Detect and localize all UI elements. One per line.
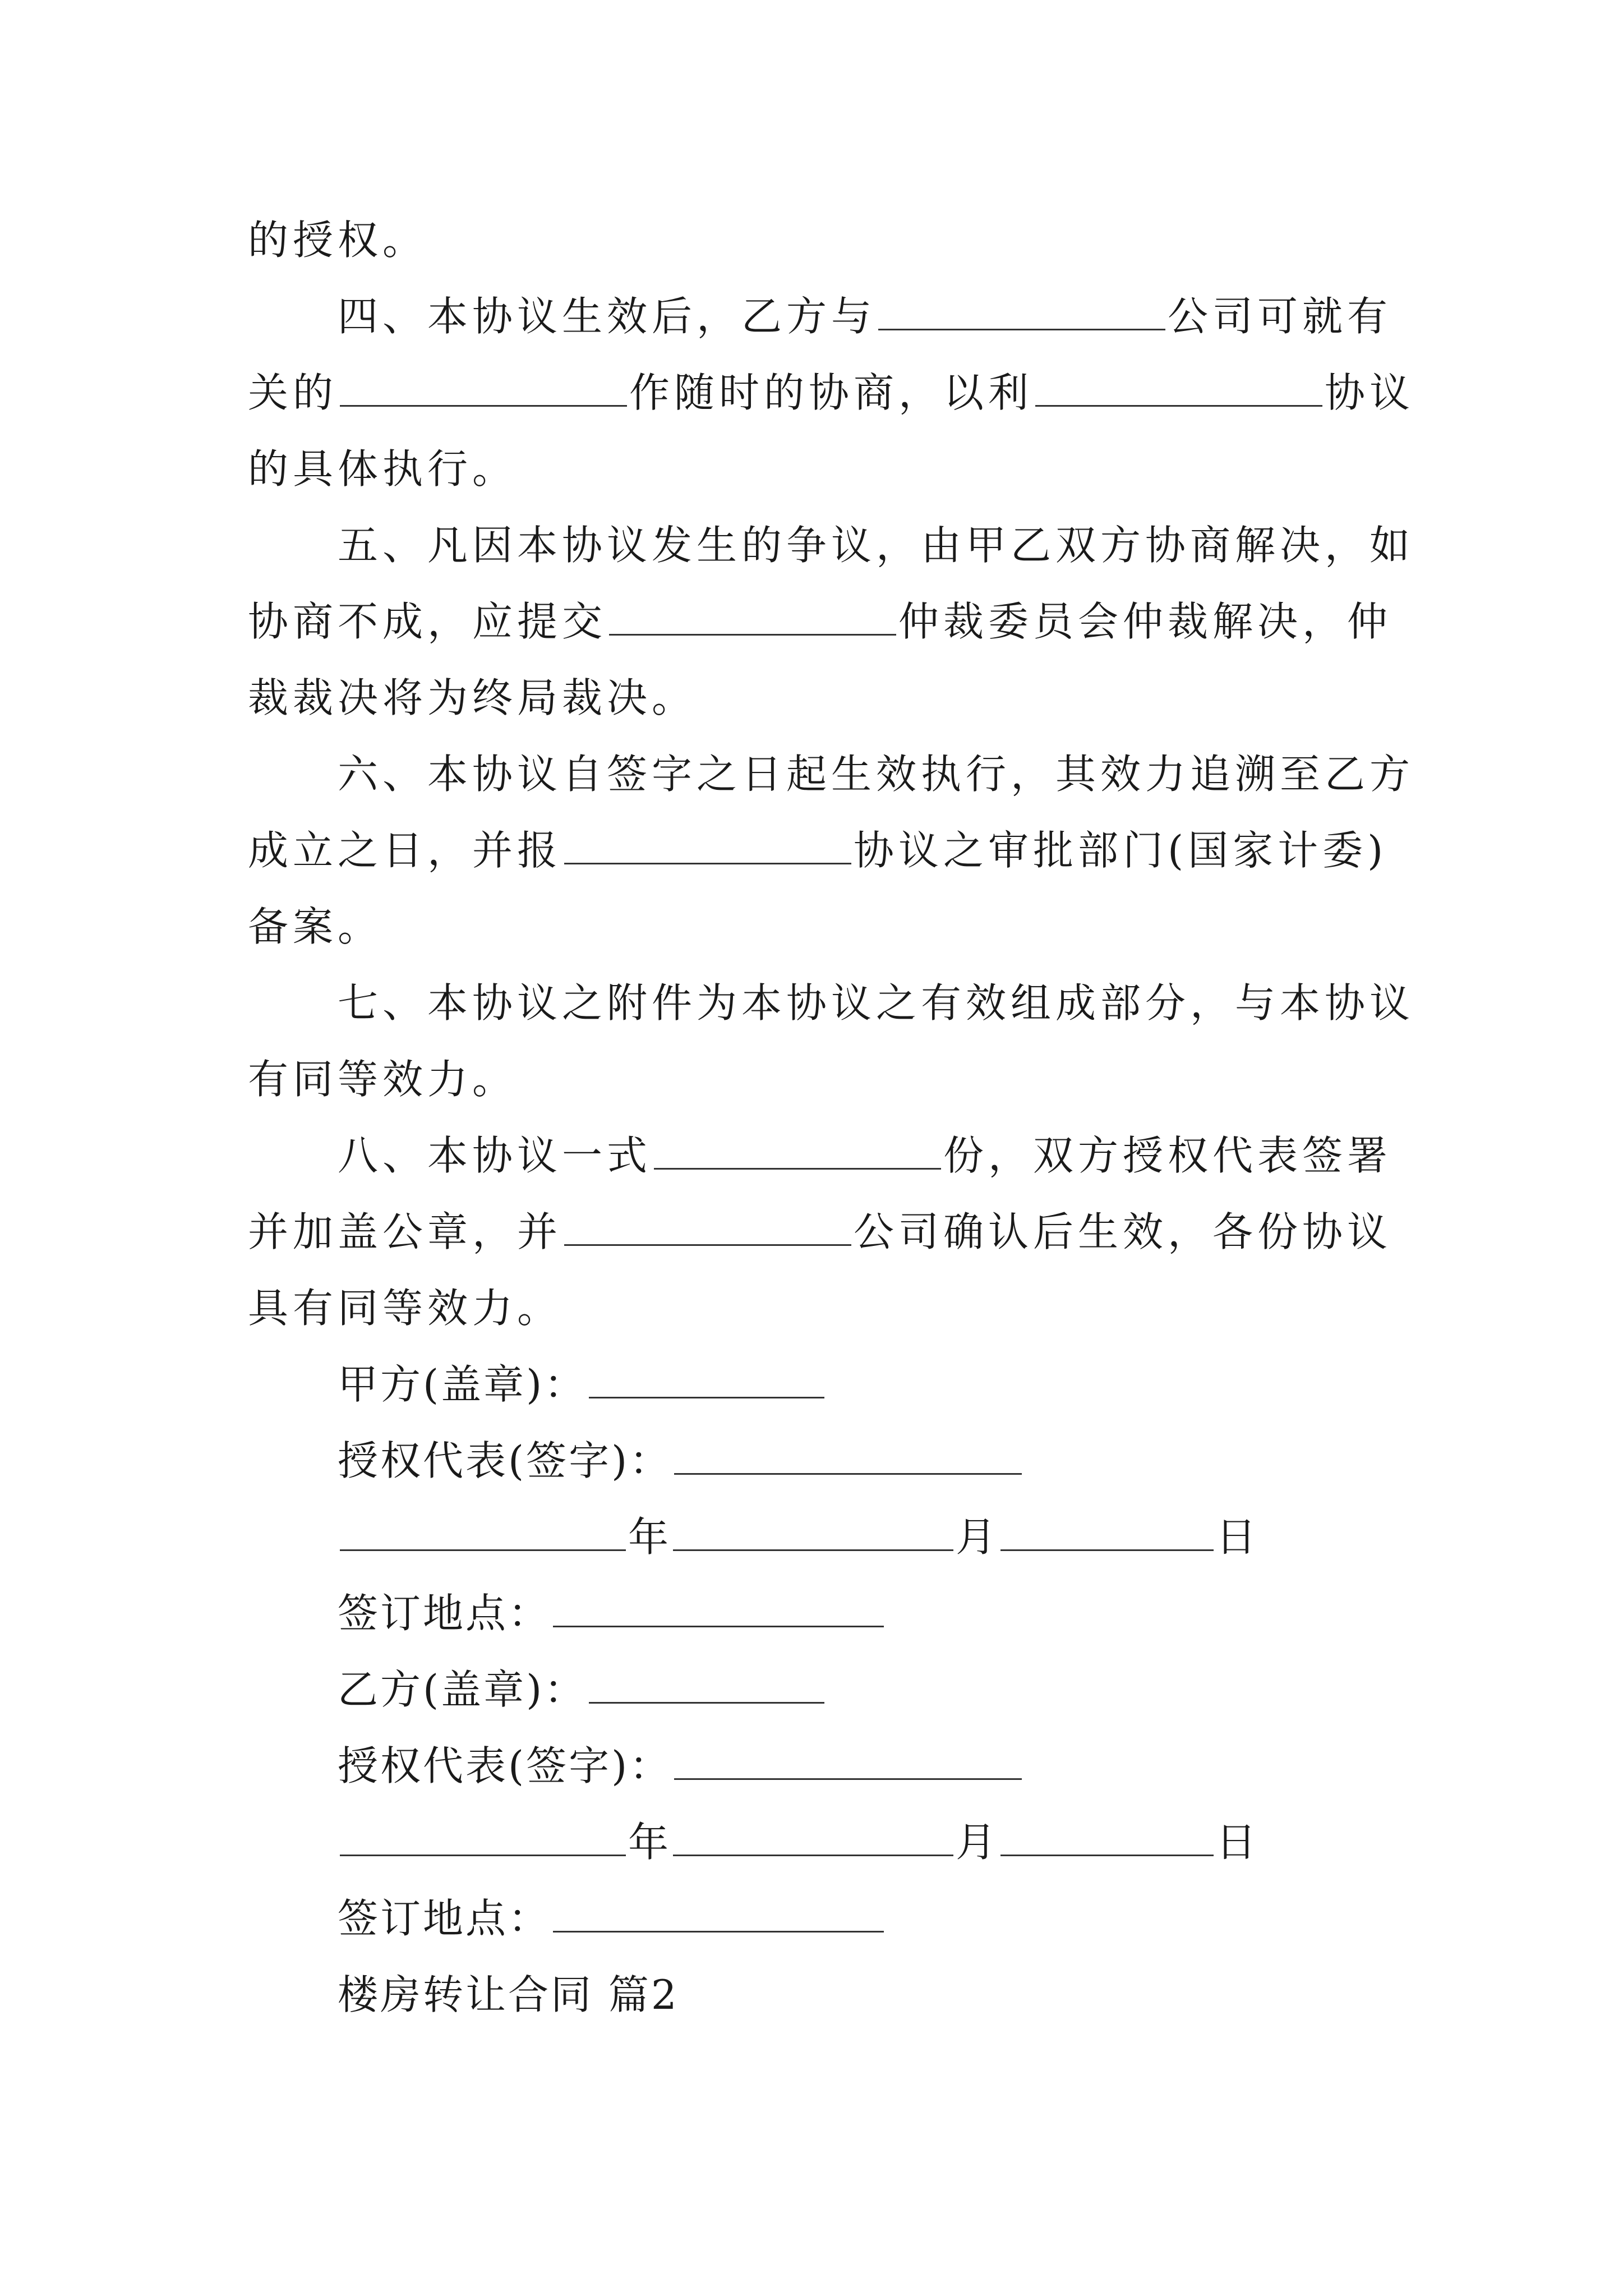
party-a-date-line: 年 月 日 xyxy=(248,1499,1392,1575)
blank-field[interactable] xyxy=(564,1205,851,1246)
party-a-seal-line: 甲方(盖章)： xyxy=(248,1346,1392,1423)
blank-field[interactable] xyxy=(609,595,896,636)
party-b-date-line: 年 月 日 xyxy=(248,1804,1392,1880)
party-b-day-field[interactable] xyxy=(1000,1815,1214,1856)
party-b-place-line: 签订地点： xyxy=(248,1880,1392,1957)
paragraph-8-line-3: 具有同等效力。 xyxy=(248,1285,562,1332)
paragraph-4-line-1: 四、本协议生效后，乙方与 公司可就有 xyxy=(248,278,1392,355)
paragraph-7-line-2: 有同等效力。 xyxy=(248,1056,518,1103)
party-b-rep-line: 授权代表(签字)： xyxy=(248,1728,1392,1804)
party-a-month-field[interactable] xyxy=(673,1510,953,1551)
party-b-seal-field[interactable] xyxy=(589,1663,824,1704)
party-b-rep-field[interactable] xyxy=(674,1739,1022,1780)
party-a-year-field[interactable] xyxy=(340,1510,626,1551)
paragraph-4-line-3: 的具体执行。 xyxy=(248,445,518,493)
party-a-rep-line: 授权代表(签字)： xyxy=(248,1423,1392,1499)
document-page xyxy=(248,202,1415,2033)
paragraph-6-line-3: 备案。 xyxy=(248,903,383,950)
paragraph-5-line-1: 五、凡因本协议发生的争议，由甲乙双方协商解决，如 xyxy=(338,522,1415,569)
paragraph-7-line-1: 七、本协议之附件为本协议之有效组成部分，与本协议 xyxy=(338,979,1415,1027)
blank-field[interactable] xyxy=(1035,366,1322,407)
party-b-seal-line: 乙方(盖章)： xyxy=(248,1651,1392,1728)
party-a-place-field[interactable] xyxy=(553,1586,884,1627)
blank-field[interactable] xyxy=(878,289,1165,330)
party-a-day-field[interactable] xyxy=(1000,1510,1214,1551)
paragraph-6-line-1: 六、本协议自签字之日起生效执行，其效力追溯至乙方 xyxy=(338,751,1415,798)
blank-field[interactable] xyxy=(654,1129,941,1170)
paragraph-3-tail: 的授权。 xyxy=(248,217,428,264)
party-b-month-field[interactable] xyxy=(673,1815,953,1856)
next-contract-title: 楼房转让合同 篇2 xyxy=(338,1971,679,2018)
party-b-place-field[interactable] xyxy=(553,1892,884,1932)
paragraph-5-line-3: 裁裁决将为终局裁决。 xyxy=(248,674,697,721)
paragraph-8-line-1: 八、本协议一式 份，双方授权代表签署 xyxy=(248,1117,1392,1194)
party-a-seal-field[interactable] xyxy=(589,1358,824,1398)
blank-field[interactable] xyxy=(564,823,851,864)
party-b-year-field[interactable] xyxy=(340,1815,626,1856)
paragraph-5-line-2: 协商不成，应提交 仲裁委员会仲裁解决，仲 xyxy=(248,583,1392,660)
party-a-rep-field[interactable] xyxy=(674,1434,1022,1475)
paragraph-4-line-2: 关的 作随时的协商，以利 协议 xyxy=(248,355,1392,431)
paragraph-6-line-2: 成立之日，并报 协议之审批部门(国家计委) xyxy=(248,812,1392,889)
party-a-place-line: 签订地点： xyxy=(248,1575,1392,1651)
paragraph-8-line-2: 并加盖公章，并 公司确认后生效，各份协议 xyxy=(248,1194,1392,1270)
blank-field[interactable] xyxy=(340,366,627,407)
